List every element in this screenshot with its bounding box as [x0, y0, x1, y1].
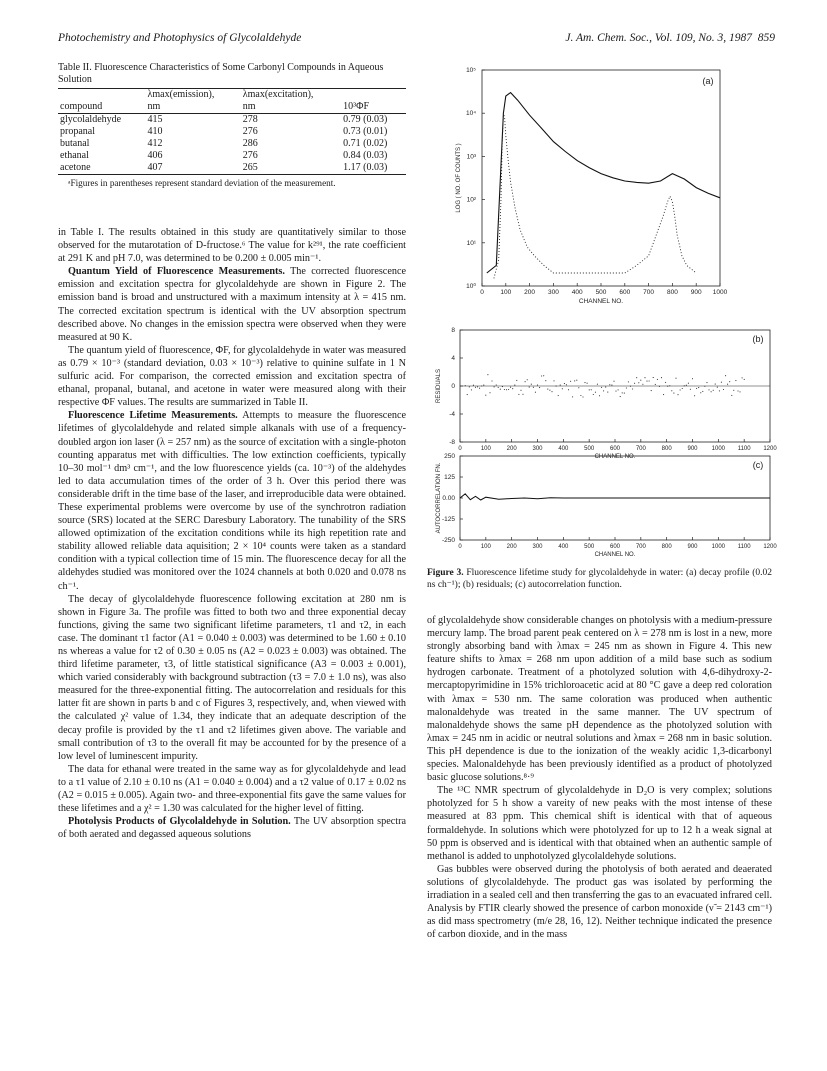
residual-point: [696, 388, 697, 389]
residual-point: [665, 382, 666, 383]
table-cell: 276: [242, 126, 258, 137]
x-tick-label: 0: [458, 446, 462, 452]
table-cell: 286: [242, 138, 258, 149]
residual-point: [684, 385, 685, 386]
residual-point: [595, 392, 596, 393]
y-tick-label: 10⁴: [465, 110, 476, 118]
figure-3: [420, 58, 780, 564]
residual-point: [669, 385, 670, 386]
residual-point: [574, 380, 575, 381]
x-tick-label: 500: [584, 544, 595, 550]
residual-point: [516, 380, 517, 381]
residual-point: [494, 386, 495, 387]
residual-point: [723, 389, 724, 390]
residual-point: [587, 383, 588, 384]
residual-point: [729, 381, 730, 382]
y-tick-label: 0: [451, 383, 455, 390]
x-tick-label: 800: [666, 289, 678, 296]
y-tick-label: 10¹: [466, 239, 476, 247]
residual-point: [593, 394, 594, 395]
table-row: [58, 150, 406, 162]
paragraph: The decay of glycolaldehyde fluorescence following excitation at 280 nm is shown in Figure 3a. The profile was fitted to both two and three exponential decay functions, giving the same two significant lifetime parameters, τ1 and τ2, in each case. The dominant τ1 factor (A1 = 0.040 ± 0.003) was determined to be 1.60 ± 0.10 ns whereas a value for τ2 of 0.30 ± 0.05 ns (A2 = 0.023 ± 0.003) was obtained. The third lifetime parameter, τ3, of little statistical significance (A3 = 0.003 ± 0.001), which varied considerably with background subtraction (τ3 = 7.0 ± 1.0 ns), was also measured for the three-exponential fitting. The autocorrelation and residuals for this latter fit are shown in parts b and c of Figures 3, respectively, and, when viewed with the calculated χ² value of 1.34, they indicate that an adequate description of the decay profile is provided by the τ1 and τ2 lifetimes given above. The variable and small contribution of τ3 to the overall fit may be accounted for by the presence of a low level of luminescent impurity.: [58, 593, 406, 762]
residual-point: [537, 384, 538, 385]
table-header-cell: nm: [242, 101, 256, 112]
residual-point: [556, 386, 557, 387]
residual-point: [708, 389, 709, 390]
residual-point: [469, 386, 470, 387]
residual-point: [675, 378, 676, 379]
x-tick-label: 200: [506, 446, 517, 452]
residual-point: [562, 388, 563, 389]
y-tick-label: 10²: [466, 196, 476, 204]
x-tick-label: 900: [687, 544, 698, 550]
residual-point: [489, 392, 490, 393]
x-tick-label: 300: [532, 544, 543, 550]
residual-point: [533, 387, 534, 388]
residual-point: [599, 395, 600, 396]
section-heading: Fluorescence Lifetime Measurements.: [68, 410, 238, 422]
residual-point: [733, 390, 734, 391]
residual-point: [667, 386, 668, 387]
residual-point: [584, 382, 585, 383]
residual-point: [605, 387, 606, 388]
x-tick-label: 1200: [763, 544, 777, 550]
residual-point: [688, 383, 689, 384]
residual-point: [700, 392, 701, 393]
residual-point: [646, 381, 647, 382]
residual-point: [582, 396, 583, 397]
panel-label: (c): [752, 460, 764, 470]
x-tick-label: 600: [609, 544, 621, 550]
residual-point: [578, 387, 579, 388]
x-tick-label: 1100: [737, 544, 751, 550]
residual-point: [545, 380, 546, 381]
residual-point: [543, 375, 544, 376]
journal-citation: J. Am. Chem. Soc., Vol. 109, No. 3, 1987: [565, 32, 752, 44]
residual-point: [549, 390, 550, 391]
x-tick-label: 600: [619, 289, 631, 296]
y-tick-label: -4: [449, 411, 455, 418]
residual-point: [725, 375, 726, 376]
x-tick-label: 1100: [737, 446, 751, 452]
x-tick-label: 400: [558, 446, 569, 452]
residual-point: [628, 381, 629, 382]
residual-point: [479, 388, 480, 389]
residual-point: [564, 383, 565, 384]
residual-point: [510, 387, 511, 388]
y-tick-label: 0.00: [442, 495, 455, 502]
table-header-cell: nm: [147, 101, 161, 112]
running-header-left: Photochemistry and Photophysics of Glycolaldehyde: [58, 32, 302, 44]
paragraph: [58, 409, 406, 592]
paragraph: [58, 815, 406, 841]
y-axis-label: LOG ( NO. OF COUNTS ): [456, 143, 462, 213]
residual-point: [731, 395, 732, 396]
residual-point: [465, 385, 466, 386]
residual-point: [653, 377, 654, 378]
table-cell: 265: [242, 162, 258, 173]
residual-point: [686, 385, 687, 386]
residual-point: [522, 394, 523, 395]
residual-point: [467, 394, 468, 395]
y-axis-label: RESIDUALS: [436, 368, 442, 404]
residual-point: [611, 385, 612, 386]
residual-point: [630, 386, 631, 387]
y-tick-label: -125: [441, 516, 455, 523]
residual-point: [677, 394, 678, 395]
residual-point: [744, 379, 745, 380]
residual-point: [558, 395, 559, 396]
x-tick-label: 100: [500, 289, 512, 296]
x-axis-label: CHANNEL NO.: [594, 454, 636, 460]
residual-point: [719, 390, 720, 391]
table-caption: Table II. Fluorescence Characteristics of Some Carbonyl Compounds in Aqueous Solution: [58, 62, 384, 85]
x-tick-label: 500: [595, 289, 607, 296]
x-tick-label: 400: [558, 544, 569, 550]
table-cell: 278: [242, 114, 258, 125]
residual-point: [620, 396, 621, 397]
figure-caption: [427, 567, 772, 591]
x-tick-label: 0: [480, 289, 484, 296]
residual-point: [512, 388, 513, 389]
residual-point: [622, 392, 623, 393]
paragraph-text: The UV absorption spectra of both aerated and degassed aqueous solutions: [58, 816, 406, 841]
residual-point: [663, 394, 664, 395]
figure-3-svg: [420, 58, 780, 564]
residual-point: [644, 377, 645, 378]
table-header-cell: λmax(emission),: [147, 89, 215, 100]
residual-point: [527, 379, 528, 380]
table-cell: 415: [147, 114, 163, 125]
y-tick-label: 125: [444, 474, 455, 481]
x-tick-label: 0: [458, 544, 462, 550]
table-footnote: ᵃFigures in parentheses represent standard deviation of the measurement.: [68, 178, 336, 188]
residual-point: [659, 386, 660, 387]
residual-point: [713, 390, 714, 391]
residual-point: [607, 392, 608, 393]
residual-point: [692, 378, 693, 379]
residual-point: [570, 381, 571, 382]
paragraph: The quantum yield of fluorescence, ΦF, for glycolaldehyde in water was measured as 0.79 × 10⁻³ (standard deviation, 0.03 × 10⁻³) relative to quinine sulfate in 1 N sulfuric acid. For comparison, the corrected emission and excitation spectra of ethanal, propanal, butanal, and acetone in water were measured along with their respective ΦF values. The results are summarized in Table II.: [58, 344, 406, 409]
residual-point: [615, 391, 616, 392]
residual-point: [742, 377, 743, 378]
residual-point: [706, 382, 707, 383]
table-row: [58, 162, 406, 175]
residual-point: [568, 389, 569, 390]
x-tick-label: 1000: [711, 446, 726, 452]
paragraph: The data for ethanal were treated in the same way as for glycolaldehyde and lead to a τ1 value of 2.10 ± 0.10 ns (A1 = 0.040 ± 0.004) and a τ2 value of 0.17 ± 0.02 ns (A2 = 0.015 ± 0.005). Again two- and three-exponential fits gave the same values for these lifetimes and a χ² = 1.30 was calculated for the higher level of fitting.: [58, 763, 406, 815]
residual-point: [715, 384, 716, 385]
left-column: [58, 226, 406, 841]
residual-point: [603, 390, 604, 391]
table-row: [58, 126, 406, 138]
table-cell: 0.73 (0.01): [343, 126, 388, 137]
residual-point: [553, 380, 554, 381]
residual-point: [547, 389, 548, 390]
residual-point: [704, 386, 705, 387]
residual-point: [535, 392, 536, 393]
residual-point: [711, 391, 712, 392]
y-tick-label: 4: [451, 355, 455, 362]
x-tick-label: 1200: [763, 446, 777, 452]
residual-point: [566, 384, 567, 385]
residual-point: [636, 377, 637, 378]
x-tick-label: 200: [524, 289, 536, 296]
residual-point: [475, 387, 476, 388]
residual-point: [580, 395, 581, 396]
table-row: [58, 138, 406, 150]
table-cell: butanal: [60, 138, 90, 149]
residual-point: [483, 385, 484, 386]
residual-point: [520, 390, 521, 391]
x-tick-label: 400: [571, 289, 583, 296]
residual-point: [613, 381, 614, 382]
x-tick-label: 1000: [712, 289, 728, 296]
y-tick-label: -8: [449, 439, 455, 446]
residual-point: [638, 382, 639, 383]
x-tick-label: 700: [643, 289, 655, 296]
residual-point: [539, 387, 540, 388]
x-tick-label: 800: [661, 446, 672, 452]
x-tick-label: 900: [690, 289, 702, 296]
residual-point: [739, 391, 740, 392]
x-tick-label: 700: [635, 544, 646, 550]
y-tick-label: 250: [444, 453, 455, 460]
residual-point: [717, 387, 718, 388]
table-cell: 0.84 (0.03): [343, 150, 388, 161]
residual-point: [649, 380, 650, 381]
table-header-cell: [58, 89, 146, 102]
residual-point: [651, 390, 652, 391]
residual-point: [589, 389, 590, 390]
table-cell: 410: [147, 126, 163, 137]
residual-point: [502, 386, 503, 387]
table-cell: 406: [147, 150, 163, 161]
x-tick-label: 1000: [711, 544, 726, 550]
panel-label: (a): [702, 76, 714, 86]
decay-curve: [487, 93, 720, 273]
section-heading: Photolysis Products of Glycolaldehyde in Solution.: [68, 816, 291, 828]
residual-point: [498, 387, 499, 388]
residual-point: [500, 389, 501, 390]
residual-point: [655, 384, 656, 385]
residual-point: [504, 389, 505, 390]
residual-point: [473, 385, 474, 386]
residual-point: [632, 388, 633, 389]
residual-point: [609, 384, 610, 385]
residual-point: [680, 389, 681, 390]
residual-point: [618, 389, 619, 390]
y-tick-label: 10³: [466, 153, 476, 161]
residual-point: [737, 390, 738, 391]
table-header-cell: compound: [60, 101, 103, 112]
residual-point: [727, 384, 728, 385]
table-cell: glycolaldehyde: [60, 114, 122, 125]
x-tick-label: 200: [506, 544, 517, 550]
residual-point: [640, 380, 641, 381]
residual-point: [576, 380, 577, 381]
paragraph: The ¹³C NMR spectrum of glycolaldehyde in D₂O is very complex; solutions photolyzed for 5 h show a vareity of new peaks with the most intense of these measured at 83 ppm. This chemical shift is identical with that of aqueous formaldehyde. In solutions which were photolyzed for up to 12 h a weak signal at 50 ppm is observed and is identical with that obtained when an authentic sample of methanol is added to unphotolyzed glycolaldehyde solutions.: [427, 785, 772, 862]
residual-point: [508, 389, 509, 390]
table-cell: 0.79 (0.03): [343, 114, 388, 125]
y-tick-label: 10⁰: [466, 283, 476, 290]
residual-point: [624, 393, 625, 394]
lamp-profile-curve: [494, 113, 696, 278]
residual-point: [591, 389, 592, 390]
paragraph-text: Attempts to measure the fluorescence lifetimes of glycolaldehyde and related simple alkanals with use of a frequency-doubled argon ion laser (λ = 257 nm) as the source of excitation with a single-photon counting apparatus met with difficulties. The low extinction coefficients, typically 10–30 mol⁻¹ dm³ cm⁻¹, and the low fluorescence yields (ca. 10⁻³) of the aldehydes led to data accumulation times of the order of 3 h. Over this period there was considerable drift in the time base of the laser, and irreproducible data were obtained. These experimental problems were overcome by use of the synchrotron radiation source (SRS) located at the SERC Daresbury Laboratory. The tunability of the SRS allowed optimization of the excitation conditions while its high repetition rate and stability allowed reliable data aquisition; 2 × 10⁴ counts were taken as a standard condition with a typical collection time of 15 min. The fluorescence decay for all the aldehydes studied was monitored over the 1024 channels at both 0.020 and 0.078 ns ch⁻¹.: [58, 410, 406, 592]
residual-point: [514, 385, 515, 386]
residual-point: [673, 393, 674, 394]
residual-point: [525, 381, 526, 382]
table-header-row-2: [58, 101, 406, 114]
table-cell: 1.17 (0.03): [343, 162, 388, 173]
residual-point: [477, 386, 478, 387]
residual-point: [597, 384, 598, 385]
residual-point: [657, 379, 658, 380]
residual-point: [541, 375, 542, 376]
paragraph: in Table I. The results obtained in this study are quantitatively similar to those observed for the mutarotation of D-fructose.⁶ The value for k²⁹¹, the rate coefficient at 291 K and pH 7.0, was determined to be 0.200 ± 0.005 min⁻¹.: [58, 227, 406, 265]
table-cell: 412: [147, 138, 163, 149]
residual-point: [506, 389, 507, 390]
residual-point: [496, 384, 497, 385]
x-tick-label: 700: [635, 446, 646, 452]
table-cell: 276: [242, 150, 258, 161]
residual-point: [572, 396, 573, 397]
section-heading: Quantum Yield of Fluorescence Measurements.: [68, 266, 285, 278]
residual-point: [551, 391, 552, 392]
paragraph: [58, 265, 406, 344]
x-tick-label: 800: [661, 544, 672, 550]
plot-a-frame: [482, 70, 720, 286]
table-ii: [58, 62, 406, 190]
table-cell: 0.71 (0.02): [343, 138, 388, 149]
y-tick-label: 10⁵: [466, 67, 476, 74]
residual-point: [491, 380, 492, 381]
table-cell: propanal: [60, 126, 95, 137]
residual-point: [698, 387, 699, 388]
x-axis-label: CHANNEL NO.: [578, 298, 624, 305]
residual-point: [560, 385, 561, 386]
table-cell: ethanal: [60, 150, 89, 161]
residual-point: [601, 387, 602, 388]
table-cell: 407: [147, 162, 163, 173]
residual-point: [682, 388, 683, 389]
table-header-cell: 10³ΦF: [343, 101, 370, 112]
x-tick-label: 300: [532, 446, 543, 452]
paragraph: Gas bubbles were observed during the photolysis of both aerated and deaerated solutions of glycolaldehyde. The product gas was isolated by performing the irradiation in a sealed cell and then transferring the gas to an evacuated infrared cell. Analysis by FTIR clearly showed the presence of carbon monoxide (ν̃ = 2143 cm⁻¹) as did mass spectrometry (m/e 28, 16, 12). Neither technique indicated the presence of carbon dioxide, and in the mass: [427, 863, 772, 941]
paragraph: of glycolaldehyde show considerable changes on photolysis with a medium-pressure mercury lamp. The broad parent peak centered on λ = 278 nm is lost in a new, more strongly absorbing band with λmax = 245 nm as shown in Figure 4. This new feature shifts to λmax = 268 nm upon addition of a mild base such as sodium hydrogen carbonate. Treatment of a photolyzed solution with 4,6-dihydroxy-2-mercaptopyrimidine in 15% trichloroacetic acid at 80 °C gave a deep red coloration with λmax = 530 nm. The same coloration was produced when authentic malonaldehyde was treated in the same manner. The UV spectrum of malonaldehyde shows the same pH dependence as the photolyzed solution with λmax = 245 nm in acidic or neutral solutions and λmax = 268 nm in basic solution. This pH dependence is due to the ionization of the weakly acidic 1,3-dicarbonyl species. Malonaldehyde has been previously identified as a product of photolyzed basic glucose solutions.⁸·⁹: [427, 615, 772, 784]
table-header-row-1: [58, 89, 406, 102]
x-tick-label: 500: [584, 446, 595, 452]
residual-point: [634, 383, 635, 384]
residual-point: [626, 387, 627, 388]
residual-point: [487, 374, 488, 375]
table-header-cell: λmax(excitation),: [242, 89, 314, 100]
x-tick-label: 100: [480, 544, 491, 550]
table-cell: acetone: [60, 162, 91, 173]
residual-point: [661, 377, 662, 378]
residual-point: [481, 385, 482, 386]
x-tick-label: 100: [480, 446, 491, 452]
residual-point: [518, 394, 519, 395]
residual-point: [702, 391, 703, 392]
x-tick-label: 600: [609, 446, 621, 452]
residual-point: [529, 387, 530, 388]
residual-point: [735, 380, 736, 381]
figure-caption-text: Fluorescence lifetime study for glycolaldehyde in water: (a) decay profile (0.02 ns ch⁻¹); (b) residuals; (c) autocorrelation function.: [427, 568, 772, 590]
figure-label: Figure 3.: [427, 568, 464, 578]
y-axis-label: AUTOCORRELATION FN.: [436, 462, 442, 534]
right-column: [427, 614, 772, 941]
residual-point: [721, 382, 722, 383]
table-row: [58, 114, 406, 127]
y-tick-label: -250: [441, 537, 455, 544]
x-axis-label: CHANNEL NO.: [594, 552, 636, 558]
table-header-cell: [341, 89, 406, 102]
residual-point: [642, 384, 643, 385]
data-table: [58, 88, 406, 175]
panel-label: (b): [752, 334, 764, 344]
paragraph-text: The corrected fluorescence emission and excitation spectra for glycolaldehyde are shown in Figure 2. The emission band is broad and unstructured with a maximum intensity at λ = 415 nm. The corrected excitation spectrum is identical with the UV absorption spectrum described above. No changes in the emission spectra were observed when they were measured at 90 K.: [58, 266, 406, 343]
residual-point: [531, 384, 532, 385]
residual-point: [671, 390, 672, 391]
x-tick-label: 900: [687, 446, 698, 452]
residual-point: [694, 395, 695, 396]
y-tick-label: 8: [451, 327, 455, 334]
page-number: 859: [757, 32, 775, 44]
running-header-right: [565, 32, 775, 44]
x-tick-label: 300: [547, 289, 559, 296]
autocorrelation-curve: [460, 494, 770, 500]
residual-point: [485, 395, 486, 396]
residual-point: [471, 389, 472, 390]
residual-point: [690, 389, 691, 390]
